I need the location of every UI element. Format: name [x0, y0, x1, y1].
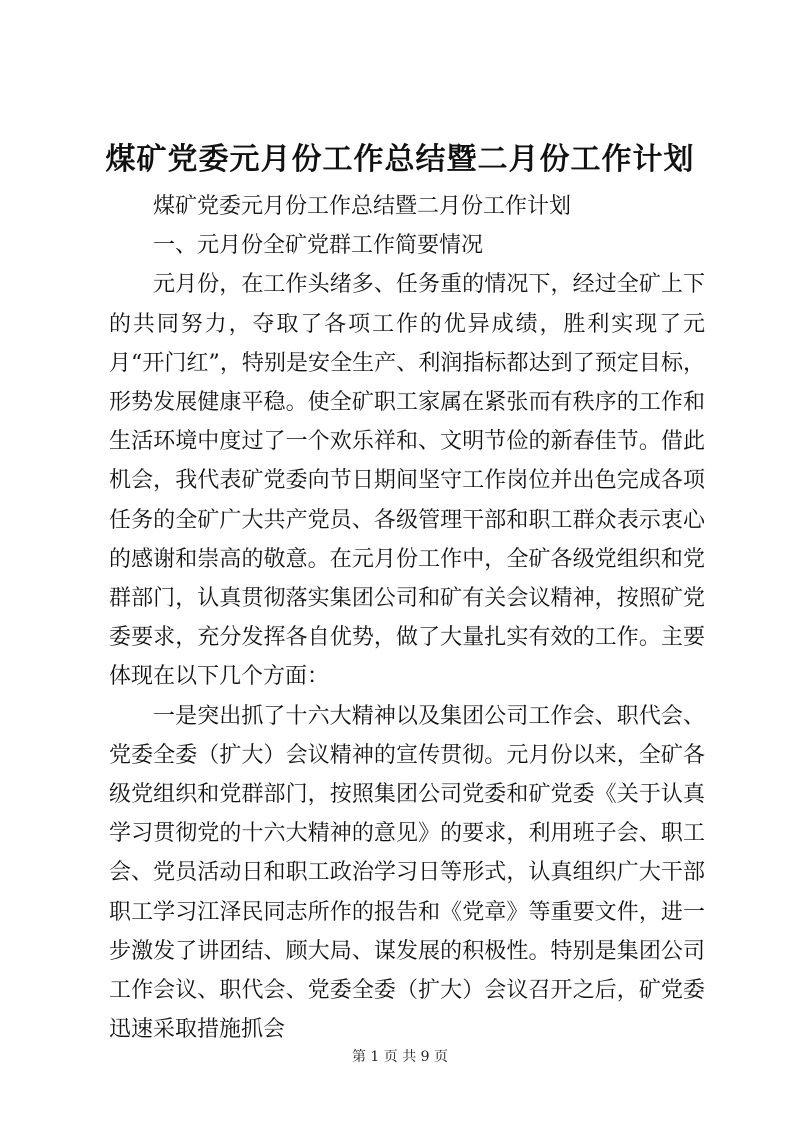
paragraph-section-heading: 一、元月份全矿党群工作简要情况 [153, 233, 484, 259]
paragraph-point-one: 一是突出抓了十六大精神以及集团公司工作会、职代会、党委全委（扩大）会议精神的宣传贯彻。元月份以来，全矿各级党组织和党群部门，按照集团公司党委和矿党委《关于认真学习贯彻党的十六大精神的意见》的要求，利用班子会、职工会、党员活动日和职工政治学习日等形式，认真组织广大干部职工学习江泽民同志所作的报告和《党章》等重要文件，进一步激发了讲团结、顾大局、谋发展的积极性。特别是集团公司工作会议、职代会、党委全委（扩大）会议召开之后，矿党委迅速采取措施抓会 [109, 703, 705, 1043]
paragraph-subtitle: 煤矿党委元月份工作总结暨二月份工作计划 [153, 194, 572, 219]
document-body [109, 187, 705, 1049]
page-number-footer: 第 1 页 共 9 页 [351, 1049, 449, 1065]
paragraph-summary: 元月份，在工作头绪多、任务重的情况下，经过全矿上下的共同努力，夺取了各项工作的优异成绩，胜利实现了元月“开门红”，特别是安全生产、利润指标都达到了预定目标，形势发展健康平稳。使全矿职工家属在紧张而有秩序的工作和生活环境中度过了一个欢乐祥和、文明节俭的新春佳节。借此机会，我代表矿党委向节日期间坚守工作岗位并出色完成各项任务的全矿广大共产党员、各级管理干部和职工群众表示衷心的感谢和崇高的敬意。在元月份工作中，全矿各级党组织和党群部门，认真贯彻落实集团公司和矿有关会议精神，按照矿党委要求，充分发挥各自优势，做了大量扎实有效的工作。主要体现在以下几个方面： [109, 272, 705, 690]
document-title: 煤矿党委元月份工作总结暨二月份工作计划 [105, 142, 695, 177]
